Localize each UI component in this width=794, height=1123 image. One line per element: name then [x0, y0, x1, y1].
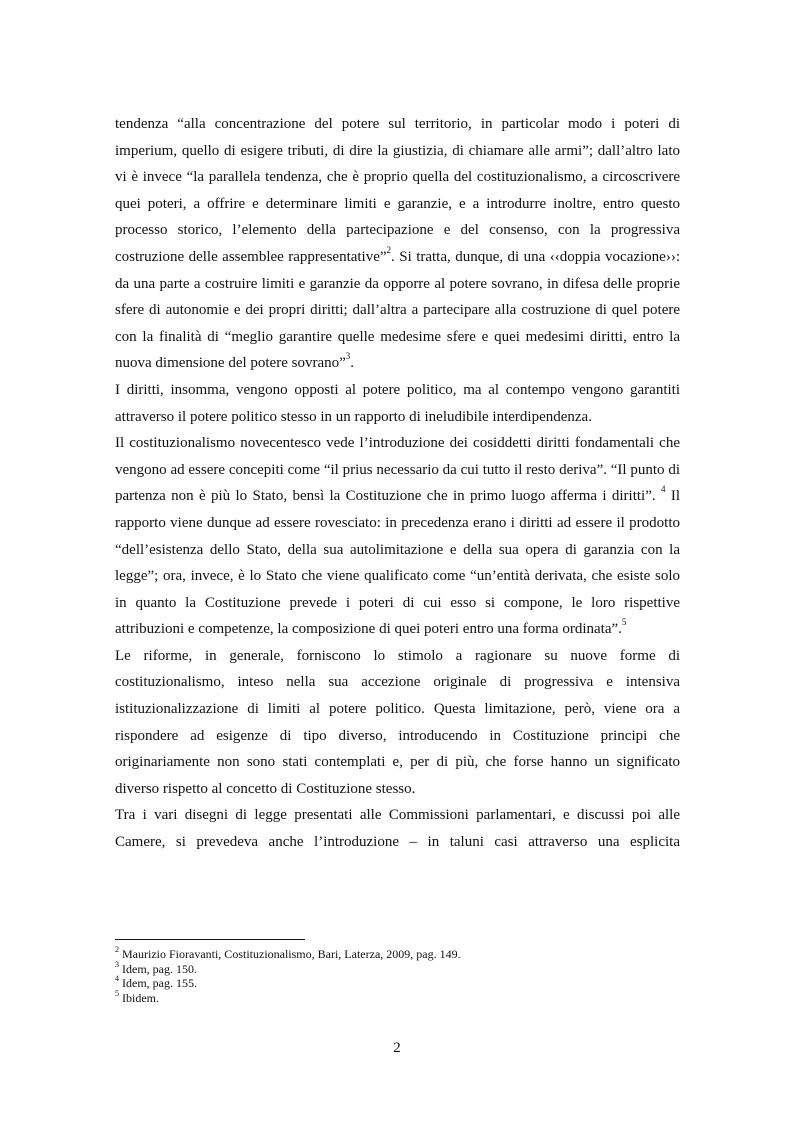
- paragraph-text: tendenza “alla concentrazione del potere sul territorio, in particolar modo i poteri di imperium, quello di esigere tributi, di dire la giustizia, di chiamare alle armi”; dall’altro lato vi è invece “la parallela tendenza, che è proprio quella del costituzionalismo, a circoscrivere quei poteri, a offrire e determinare limiti e garanzie, e a introdurre inoltre, entro questo processo storico, l’elemento della partecipazione e del consenso, con la progressiva costruzione delle assemblee rappresentative”: [115, 116, 680, 265]
- footnote-text: Idem, pag. 150.: [119, 961, 197, 976]
- paragraph-text: . Si tratta, dunque, di una ‹‹doppia vocazione››: da una parte a costruire limiti e garanzie da opporre al potere sovrano, in difesa delle proprie sfere di autonomie e dei propri diritti; dall’altra a partecipare alla costruzione di quel potere con la finalità di “meglio garantire quelle medesime sfere e quei medesimi diritti, entro la nuova dimensione del potere sovrano”: [115, 248, 680, 372]
- footnote-ref[interactable]: 5: [621, 617, 627, 628]
- paragraph-4: Le riforme, in generale, forniscono lo stimolo a ragionare su nuove forme di costituzionalismo, inteso nella sua accezione originale di progressiva e intensiva istituzionalizzazione di limiti al potere politico. Questa limitazione, però, viene ora a rispondere ad esigenze di tipo diverso, introducendo in Costituzione principi che originariamente non sono stati contemplati e, per di più, che forse hanno un significato diverso rispetto al concetto di Costituzione stesso.: [115, 647, 680, 797]
- footnote-text: Maurizio Fioravanti, Costituzionalismo, Bari, Laterza, 2009, pag. 149.: [119, 947, 461, 961]
- paragraph-2: I diritti, insomma, vengono opposti al potere politico, ma al contempo vengono garantiti attraverso il potere politico stesso in un rapporto di ineludibile interdipendenza.: [115, 381, 680, 425]
- footnote-ref[interactable]: 3: [345, 351, 351, 362]
- paragraph-1: [115, 111, 680, 377]
- footnote: [115, 959, 680, 977]
- page-body: [115, 111, 680, 856]
- paragraph-5: Tra i vari disegni di legge presentati alle Commissioni parlamentari, e discussi poi alle Camere, si prevedeva anche l’introduzione – in taluni casi attraverso una esplicita: [115, 807, 680, 851]
- paragraph-text: Il costituzionalismo novecentesco vede l’introduzione dei cosiddetti diritti fondamentali che vengono ad essere concepiti come “il prius necessario da cui tutto il resto deriva”. “Il punto di partenza non è più lo Stato, bensì la Costituzione che in primo luogo afferma i diritti”.: [115, 435, 680, 505]
- footnote-separator: [115, 939, 305, 940]
- footnote-number: 5: [115, 988, 119, 998]
- footnote: [115, 976, 680, 991]
- footnote: [115, 988, 680, 1006]
- paragraph-text: .: [350, 355, 355, 372]
- footnote-number: 3: [115, 959, 119, 969]
- footnote-number: 2: [115, 945, 119, 954]
- footnote-text: Idem, pag. 155.: [119, 976, 197, 990]
- footnote-number: 4: [115, 974, 119, 983]
- footnote-ref[interactable]: 2: [386, 244, 392, 255]
- paragraph-text: Il rapporto viene dunque ad essere rovesciato: in precedenza erano i diritti ad essere il prodotto “dell’esistenza dello Stato, della sua autolimitazione e della sua opera di garanzia con la legge”; ora, invece, è lo Stato che viene qualificato come “un’entità derivata, che esiste solo in quanto la Costituzione prevede i poteri di cui esso si compone, le loro rispettive attribuzioni e competenze, la composizione di quei poteri entro una forma ordinata”.: [115, 488, 680, 638]
- footnote-ref[interactable]: 4: [660, 484, 666, 495]
- paragraph-3: [115, 430, 680, 643]
- footnote: [115, 947, 680, 962]
- footnote-text: Ibidem.: [119, 990, 159, 1005]
- page-number: 2: [393, 1040, 401, 1056]
- footnotes: [115, 947, 680, 1005]
